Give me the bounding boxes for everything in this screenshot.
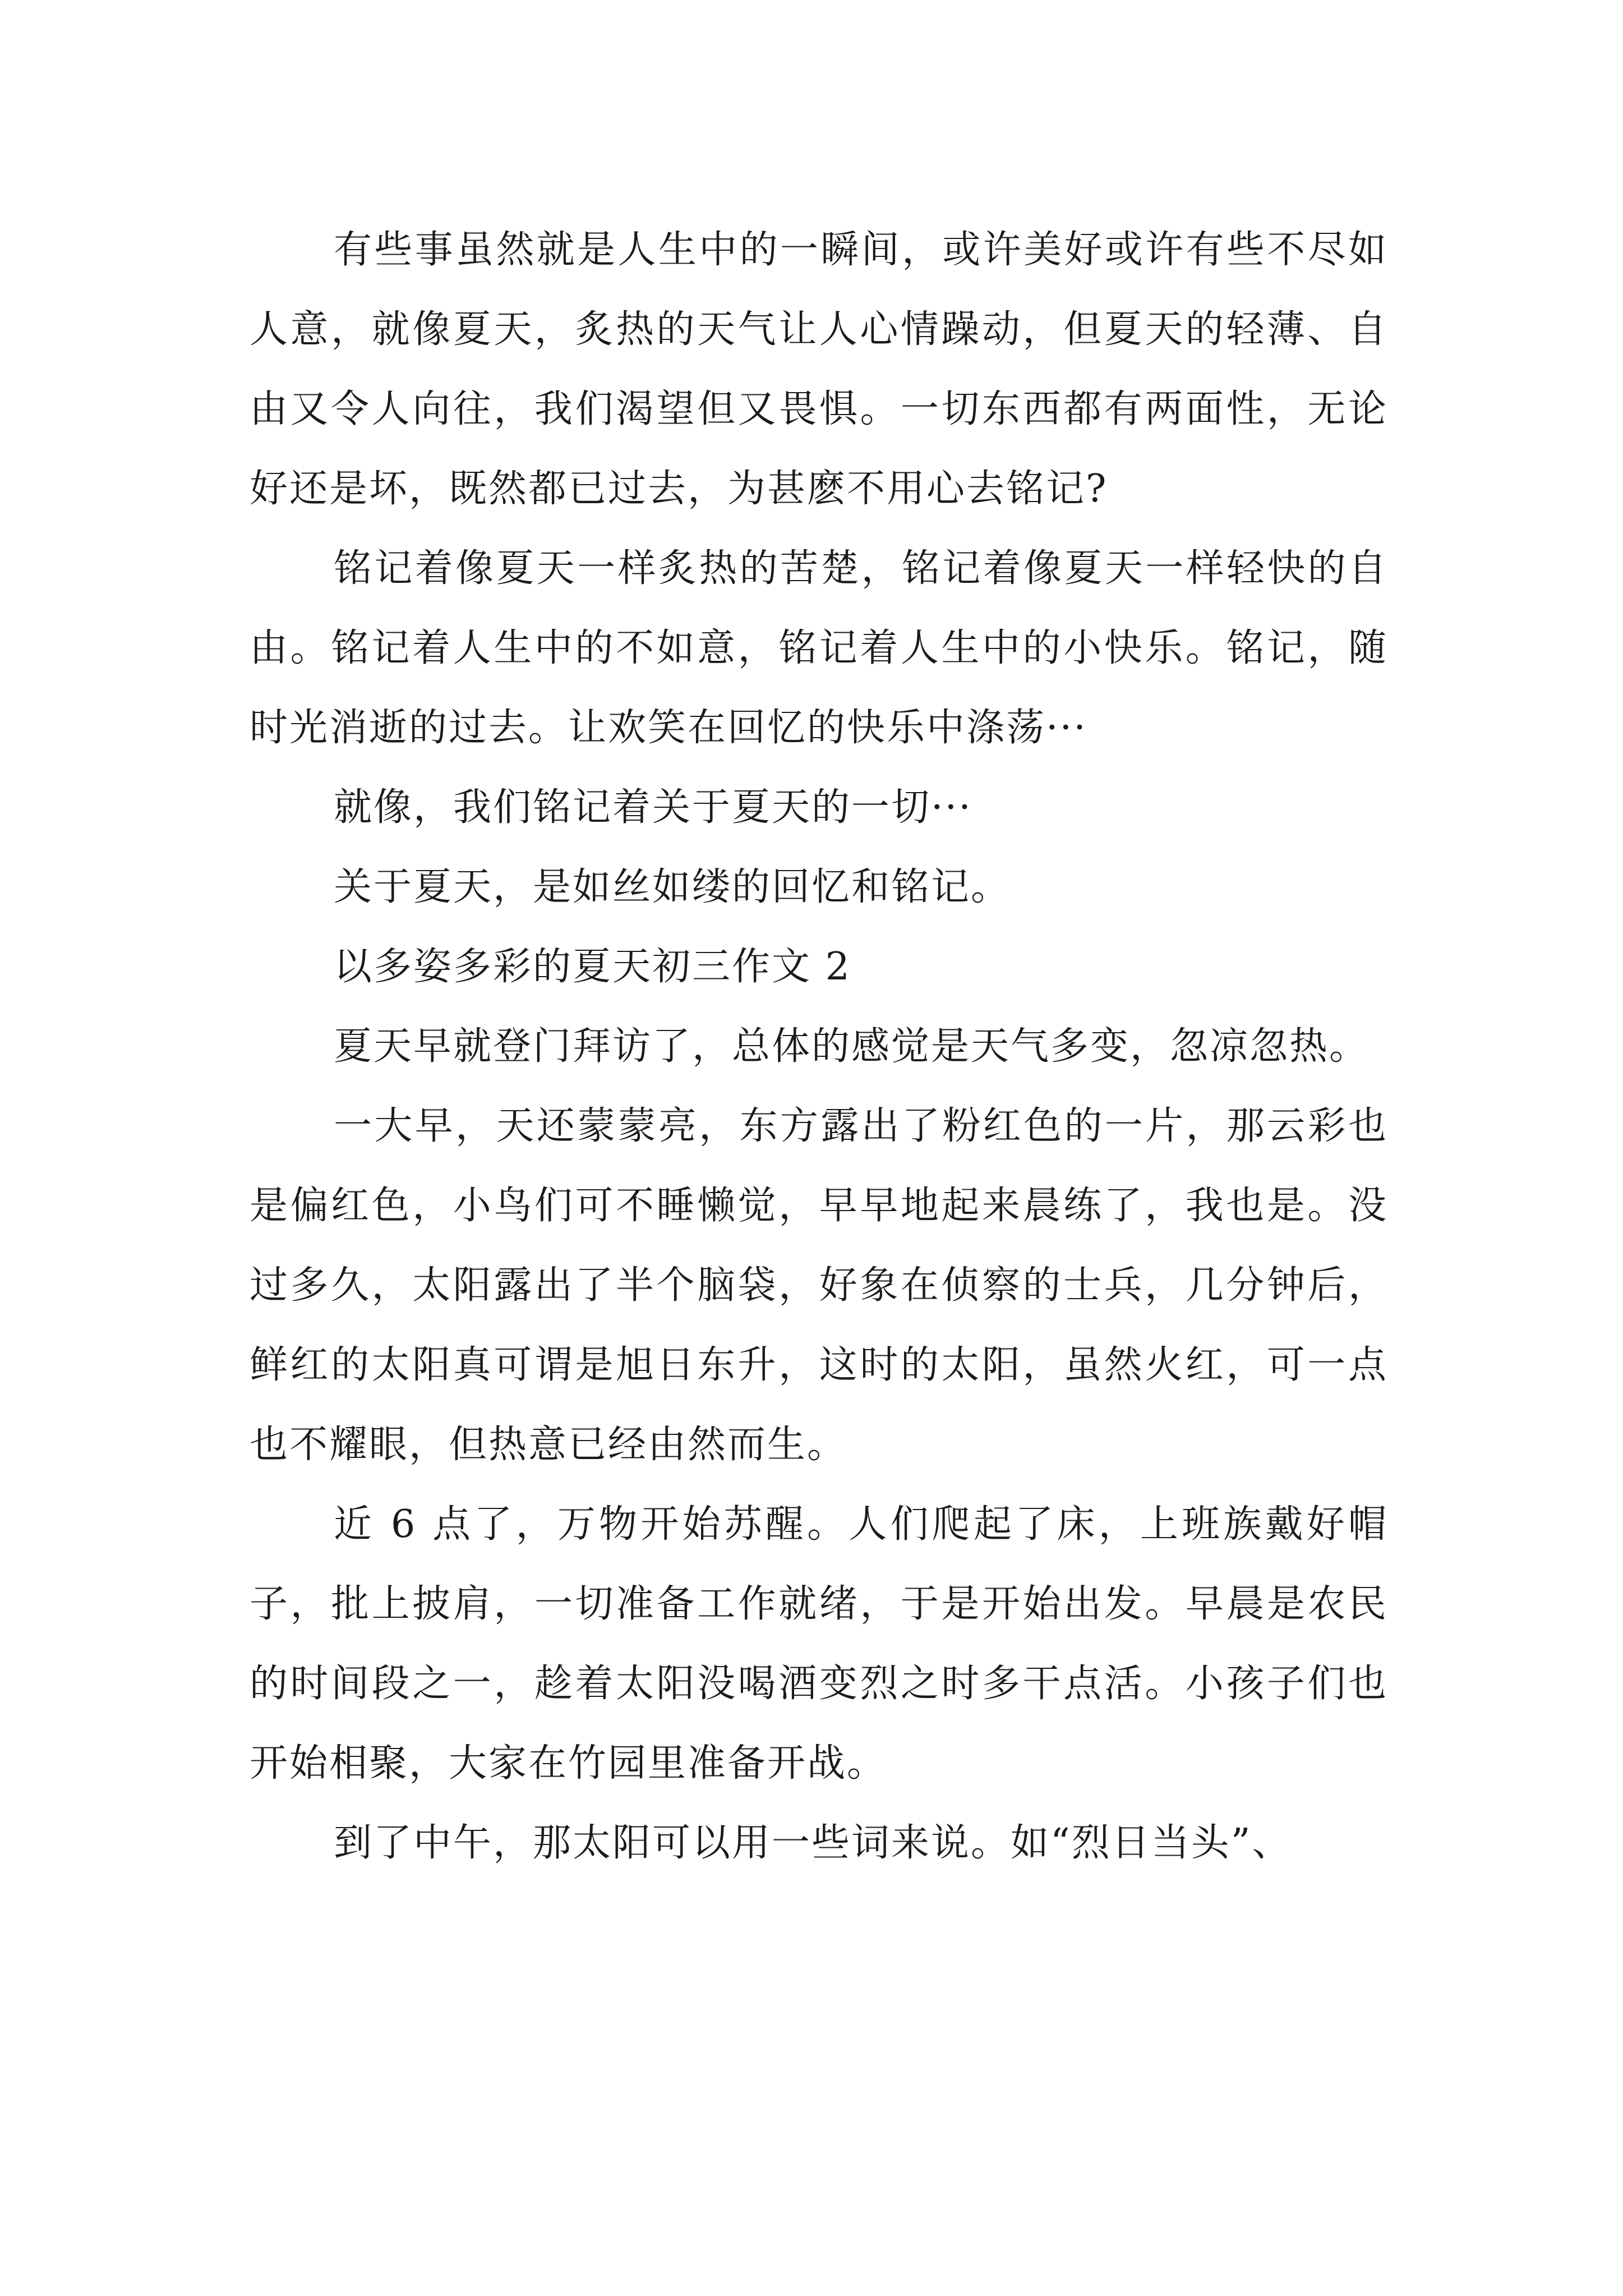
essay-title: 以多姿多彩的夏天初三作文 2 xyxy=(334,945,851,989)
paragraph-2: 铭记着像夏天一样炙热的苦楚，铭记着像夏天一样轻快的自由。铭记着人生中的不如意，铭记着人生中的小快乐。铭记，随时光消逝的过去。让欢笑在回忆的快乐中涤荡··· xyxy=(250,546,1388,750)
paragraph-6: 夏天早就登门拜访了，总体的感觉是天气多变，忽凉忽热。 xyxy=(334,1024,1370,1069)
paragraph-7: 一大早，天还蒙蒙亮，东方露出了粉红色的一片，那云彩也是偏红色，小鸟们可不睡懒觉，早早地起来晨练了，我也是。没过多久，太阳露出了半个脑袋，好象在侦察的士兵，几分钟后，鲜红的太阳真可谓是旭日东升，这时的太阳，虽然火红，可一点也不耀眼，但热意已经由然而生。 xyxy=(250,1104,1388,1467)
paragraph-3: 就像，我们铭记着关于夏天的一切··· xyxy=(334,785,972,830)
paragraph-1: 有些事虽然就是人生中的一瞬间，或许美好或许有些不尽如人意，就像夏天，炙热的天气让人心情躁动，但夏天的轻薄、自由又令人向往，我们渴望但又畏惧。一切东西都有两面性，无论好还是坏，既然都已过去，为甚麽不用心去铭记? xyxy=(250,228,1388,511)
paragraph-4: 关于夏天，是如丝如缕的回忆和铭记。 xyxy=(334,865,1011,909)
document-body xyxy=(250,210,1388,1883)
paragraph-9: 到了中午，那太阳可以用一些词来说。如“烈日当头”、 xyxy=(334,1821,1292,1865)
paragraph-8: 近 6 点了，万物开始苏醒。人们爬起了床，上班族戴好帽子，批上披肩，一切准备工作就绪，于是开始出发。早晨是农民的时间段之一，趁着太阳没喝酒变烈之时多干点活。小孩子们也开始相聚，大家在竹园里准备开战。 xyxy=(250,1502,1388,1786)
